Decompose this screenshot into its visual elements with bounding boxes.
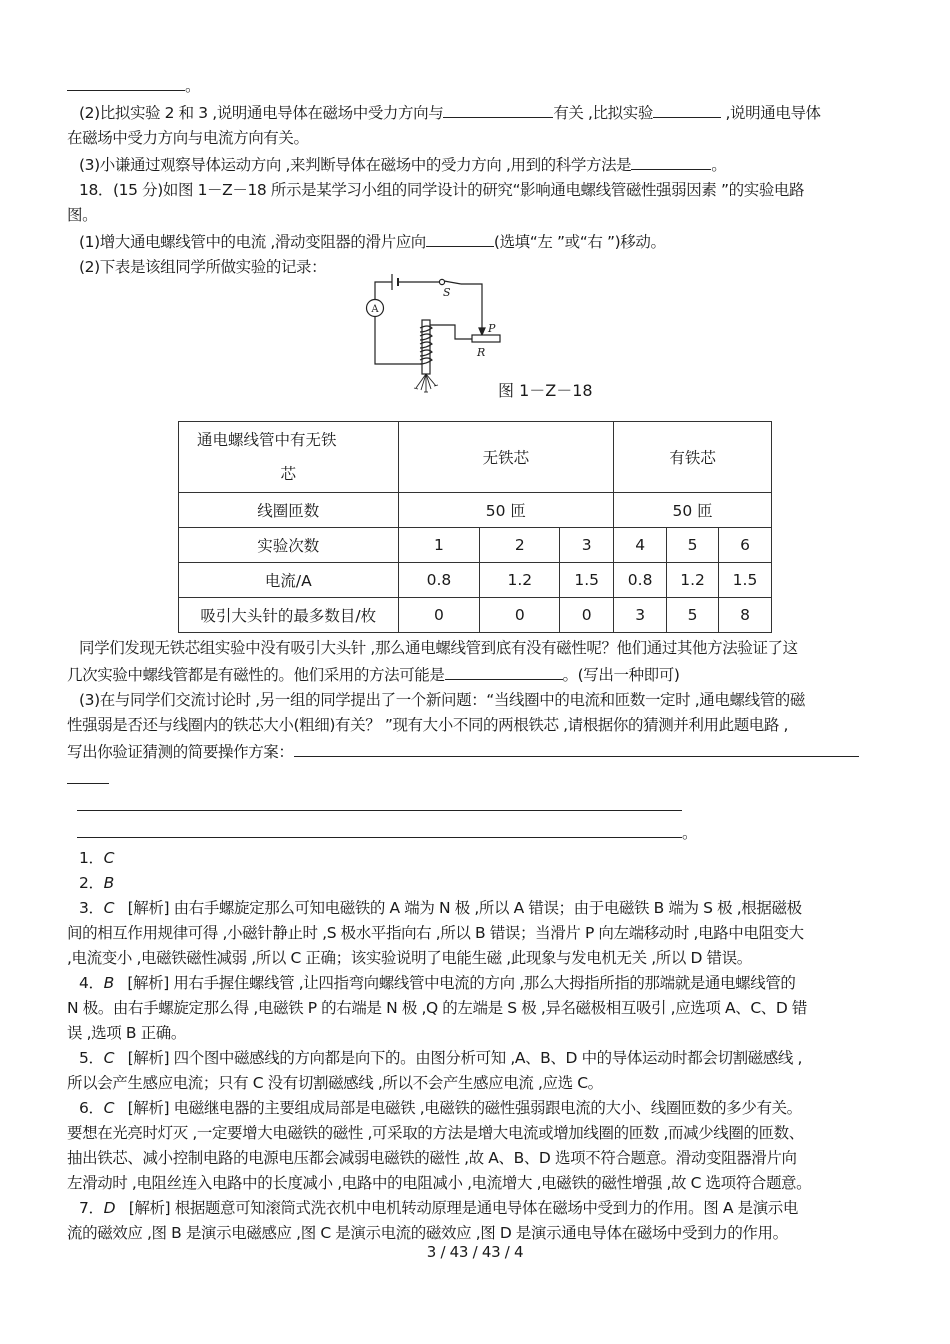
table-row: 吸引大头针的最多数目/枚 0 0 0 3 5 8 xyxy=(179,598,772,633)
table-row: 实验次数 1 2 3 4 5 6 xyxy=(179,528,772,563)
question-17-part-2: (2)比拟实验 2 和 3 ,说明通电导体在磁场中受力方向与 有关 ,比拟实验 ,说明通电导体 xyxy=(67,99,885,126)
question-18-part-3-cont: 性强弱是否还与线圈内的铁芯大小(粗细)有关？ ”现有大小不同的两根铁芯 ,请根据你的猜测并利用此题电路 , xyxy=(67,716,789,734)
answer-2: 2．B xyxy=(79,874,114,892)
fill-blank[interactable] xyxy=(631,151,711,170)
answer-blank-line: 。 xyxy=(67,72,885,99)
question-18-part-3: (3)在与同学们交流讨论时 ,另一组的同学提出了一个新问题：“当线圈中的电流和匝数一定时 ,通电螺线管的磁 xyxy=(79,691,805,709)
table-header-no-core: 无铁芯 xyxy=(398,422,614,493)
question-18-part-3-prompt: 写出你验证猜测的简要操作方案： xyxy=(67,738,885,765)
fill-blank[interactable] xyxy=(443,99,553,118)
answer-blank[interactable] xyxy=(67,765,109,784)
question-18-observation-cont: 几次实验中螺线管都是有磁性的。他们采用的方法可能是 。(写出一种即可) xyxy=(67,661,885,688)
fill-blank[interactable] xyxy=(653,99,721,118)
pins-icon xyxy=(414,374,438,392)
question-18-part-2: (2)下表是该组同学所做实验的记录： xyxy=(79,258,327,276)
fill-blank[interactable] xyxy=(426,228,494,247)
table-row: 线圈匝数 50 匝 50 匝 xyxy=(179,493,772,528)
experiment-table xyxy=(178,421,772,633)
analysis-4: 4．B [解析] 用右手握住螺线管 ,让四指弯向螺线管中电流的方向 ,那么大拇指所指的那端就是通电螺线管的 xyxy=(79,974,796,992)
analysis-3: 3．C [解析] 由右手螺旋定那么可知电磁铁的 A 端为 N 极 ,所以 A 错误；由于电磁铁 B 端为 S 极 ,根据磁极 xyxy=(79,899,802,917)
document-page-lower: 同学们发现无铁芯组实验中没有吸引大头针 ,那么通电螺线管到底有没有磁性呢？他们通过其他方法验证了这 几次实验中螺线管都是有磁性的。他们采用的方法可能是 。(写出一种即可) (3)在与同学们交流讨论时 ,另一组的同学提出了一个新问题：“当线圈中的电流和匝数一定时 ,通电螺线管的磁 性强弱是否还与线圈内的铁芯大小(粗细)有关？ ”现有大小不同的两根铁芯 ,请根据你的猜测并利用此题电路 , 写出你验证猜测的简要操作方案： 。 1．C 2．B 3．C [解析] 由右手螺旋定那么可知电磁铁的 A 端为 N 极 ,所以 A 错误；由于电磁铁 B 端为 S 极 ,根据磁极 间的相互作用规律可得 ,小磁针静止时 ,S 极水平指向右 ,所以 B 错误；当滑片 P 向左端移动时 ,电路中电阻变大 ,电流变小 ,电磁铁磁性减弱 ,所以 C 正确；该实验说明了电能生磁 ,此现象与发电机无关 ,所以 D 错误。 4．B [解析] 用右手握住螺线管 ,让四指弯向螺线管中电流的方向 ,那么大拇指所指的那端就是通电螺线管的 N 极。由右手螺旋定那么得 ,电磁铁 P 的右端是 N 极 ,Q 的左端是 S 极 ,异名磁极相互吸引 ,应选项 A、C、D 错 误 ,选项 B 正确。 5．C [解析] 四个图中磁感线的方向都是向下的。由图分析可知 ,A、B、D 中的导体运动时都会切割磁感线 , 所以会产生感应电流；只有 C 没有切割磁感线 ,所以不会产生感应电流 ,应选 C。 6．C [解析] 电磁继电器的主要组成局部是电磁铁 ,电磁铁的磁性强弱跟电流的大小、线圈匝数的多少有关。 要想在光亮时灯灭 ,一定要增大电磁铁的磁性 ,可采取的方法是增大电流或增加线圈的匝数 ,而减少线圈的匝数、 抽出铁芯、减小控制电路的电源电压都会减弱电磁铁的磁性 ,故 A、B、D 选项不符合题意。滑动变阻器滑片向 左滑动时 ,电阻丝连入电路中的长度减小 ,电路中的电阻减小 ,电流增大 ,电磁铁的磁性增强 ,故 C 选项符合题意。 7．D [解析] 根据题意可知滚筒式洗衣机中电机转动原理是通电导体在磁场中受到力的作用。图 A 是演示电 流的磁效应 ,图 B 是演示电磁感应 ,图 C 是演示电流的磁效应 ,图 D 是演示通电导体在磁场中受到力的作用。 xyxy=(67,636,885,1246)
table-header-cell: 通电螺线管中有无铁 芯 xyxy=(179,422,399,493)
analysis-5: 5．C [解析] 四个图中磁感线的方向都是向下的。由图分析可知 ,A、B、D 中的导体运动时都会切割磁感线 , xyxy=(79,1049,803,1067)
question-18-intro: 18．(15 分)如图 1－Z－18 所示是某学习小组的同学设计的研究“影响通电螺线管磁性强弱因素 ”的实验电路 xyxy=(79,181,805,199)
answer-1: 1．C xyxy=(79,849,114,867)
slider-label: P xyxy=(488,322,496,335)
question-17-part-3: (3)小谦通过观察导体运动方向 ,来判断导体在磁场中的受力方向 ,用到的科学方法是 。 xyxy=(67,151,885,178)
switch-label: S xyxy=(443,286,451,299)
question-18-part-1: (1)增大通电螺线管中的电流 ,滑动变阻器的滑片应向 (选填“左 ”或“右 ”)移动。 xyxy=(67,228,885,255)
analysis-7: 7．D [解析] 根据题意可知滚筒式洗衣机中电机转动原理是通电导体在磁场中受到力的作用。图 A 是演示电 xyxy=(79,1199,798,1217)
question-17-part-2-cont: 在磁场中受力方向与电流方向有关。 xyxy=(67,129,309,147)
answer-blank[interactable] xyxy=(77,792,682,811)
table-header-with-core: 有铁芯 xyxy=(614,422,772,493)
answer-blank[interactable] xyxy=(77,819,682,838)
figure-caption: 图 1－Z－18 xyxy=(498,381,593,400)
question-18-intro-cont: 图。 xyxy=(67,206,98,224)
page-number: 3 / 43 / 43 / 4 xyxy=(426,1243,524,1261)
ammeter-label: A xyxy=(371,304,379,315)
answer-blank[interactable] xyxy=(294,738,859,757)
fill-blank[interactable] xyxy=(445,661,563,680)
question-18-observation: 同学们发现无铁芯组实验中没有吸引大头针 ,那么通电螺线管到底有没有磁性呢？他们通过其他方法验证了这 xyxy=(79,639,798,657)
analysis-6: 6．C [解析] 电磁继电器的主要组成局部是电磁铁 ,电磁铁的磁性强弱跟电流的大小、线圈匝数的多少有关。 xyxy=(79,1099,802,1117)
document-page xyxy=(67,72,885,280)
table-row xyxy=(179,422,772,493)
table-row: 电流/A 0.8 1.2 1.5 0.8 1.2 1.5 xyxy=(179,563,772,598)
fill-blank[interactable] xyxy=(67,72,185,91)
rheostat-label: R xyxy=(477,346,486,359)
